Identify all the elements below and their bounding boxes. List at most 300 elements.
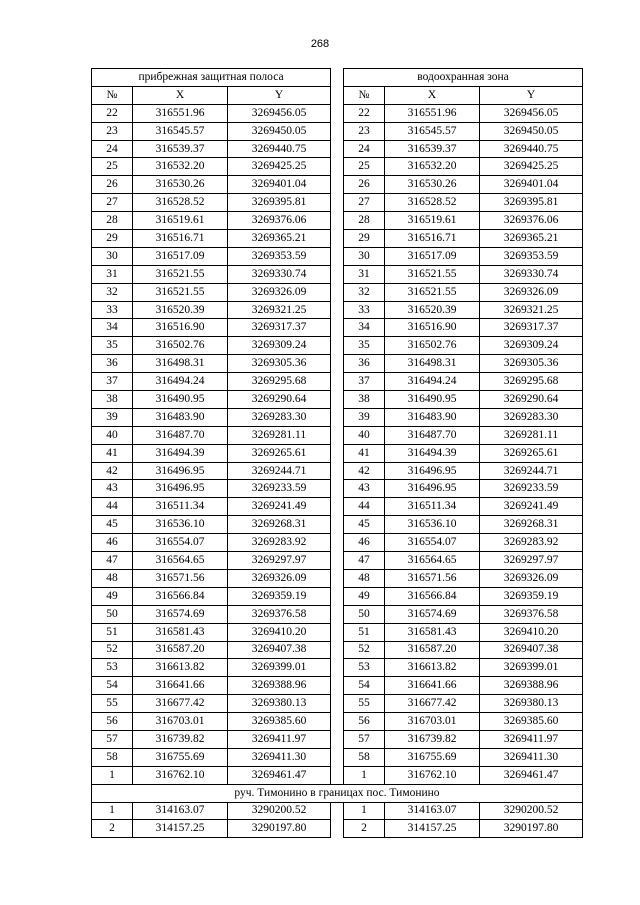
table-row: [92, 552, 583, 570]
point-number: 35: [344, 337, 385, 355]
y-coordinate: 3269407.38: [228, 641, 331, 659]
column-gap: [331, 86, 344, 104]
point-number: 52: [92, 641, 133, 659]
y-coordinate: 3290200.52: [228, 802, 331, 820]
point-number: 50: [92, 605, 133, 623]
table-row: [92, 408, 583, 426]
point-number: 57: [92, 730, 133, 748]
y-coordinate: 3269388.96: [228, 677, 331, 695]
y-coordinate: 3269385.60: [480, 713, 583, 731]
x-coordinate: 316755.69: [133, 748, 228, 766]
column-gap: [331, 373, 344, 391]
table-row: [92, 677, 583, 695]
y-coordinate: 3269317.37: [228, 319, 331, 337]
y-coordinate: 3269410.20: [228, 623, 331, 641]
y-coordinate: 3269326.09: [228, 569, 331, 587]
y-coordinate: 3269268.31: [480, 516, 583, 534]
y-coordinate: 3269241.49: [228, 498, 331, 516]
x-coordinate: 316494.24: [133, 373, 228, 391]
x-coordinate: 316564.65: [133, 552, 228, 570]
x-coordinate: 316496.95: [385, 462, 480, 480]
x-coordinate: 316739.82: [385, 730, 480, 748]
x-coordinate: 316545.57: [133, 122, 228, 140]
x-header: X: [385, 86, 480, 104]
column-gap: [331, 230, 344, 248]
point-number: 38: [344, 391, 385, 409]
point-number: 47: [92, 552, 133, 570]
point-number: 1: [344, 802, 385, 820]
column-gap: [331, 659, 344, 677]
table-row: [92, 695, 583, 713]
x-coordinate: 316641.66: [133, 677, 228, 695]
column-gap: [331, 355, 344, 373]
table-row: [92, 176, 583, 194]
y-coordinate: 3269297.97: [480, 552, 583, 570]
point-number: 41: [92, 444, 133, 462]
y-coordinate: 3269321.25: [228, 301, 331, 319]
point-number: 40: [92, 426, 133, 444]
point-number: 40: [344, 426, 385, 444]
point-number: 1: [92, 766, 133, 784]
y-coordinate: 3269244.71: [228, 462, 331, 480]
point-number: 44: [344, 498, 385, 516]
column-gap: [331, 677, 344, 695]
x-coordinate: 316517.09: [385, 247, 480, 265]
x-coordinate: 316581.43: [133, 623, 228, 641]
column-gap: [331, 569, 344, 587]
y-coordinate: 3269290.64: [480, 391, 583, 409]
y-coordinate: 3269425.25: [480, 158, 583, 176]
table-row: [92, 516, 583, 534]
y-coordinate: 3269281.11: [480, 426, 583, 444]
y-coordinate: 3269401.04: [228, 176, 331, 194]
point-number: 58: [344, 748, 385, 766]
x-coordinate: 314157.25: [385, 820, 480, 838]
point-number: 44: [92, 498, 133, 516]
y-coordinate: 3269326.09: [480, 283, 583, 301]
table-row: [92, 283, 583, 301]
y-coordinate: 3269317.37: [480, 319, 583, 337]
y-coordinate: 3269283.92: [228, 534, 331, 552]
point-number: 31: [92, 265, 133, 283]
y-coordinate: 3269365.21: [228, 230, 331, 248]
y-coordinate: 3269456.05: [228, 104, 331, 122]
x-coordinate: 316587.20: [133, 641, 228, 659]
point-number: 51: [92, 623, 133, 641]
table-row: [92, 534, 583, 552]
column-gap: [331, 122, 344, 140]
point-number: 34: [92, 319, 133, 337]
point-number: 49: [344, 587, 385, 605]
y-coordinate: 3269461.47: [228, 766, 331, 784]
point-number: 25: [92, 158, 133, 176]
y-coordinate: 3269353.59: [480, 247, 583, 265]
y-coordinate: 3269385.60: [228, 713, 331, 731]
table-row: [92, 766, 583, 784]
column-gap: [331, 301, 344, 319]
y-coordinate: 3269376.06: [228, 212, 331, 230]
point-number: 33: [344, 301, 385, 319]
point-number: 53: [92, 659, 133, 677]
column-gap: [331, 766, 344, 784]
column-gap: [331, 480, 344, 498]
y-coordinate: 3269410.20: [480, 623, 583, 641]
y-coordinate: 3269395.81: [480, 194, 583, 212]
x-coordinate: 316641.66: [385, 677, 480, 695]
column-gap: [331, 641, 344, 659]
point-number: 45: [344, 516, 385, 534]
left-section-title: прибрежная защитная полоса: [92, 69, 331, 87]
point-number: 2: [92, 820, 133, 838]
x-coordinate: 316554.07: [385, 534, 480, 552]
table-row: [92, 820, 583, 838]
y-coordinate: 3269326.09: [228, 283, 331, 301]
point-number: 54: [92, 677, 133, 695]
point-number: 32: [344, 283, 385, 301]
column-gap: [331, 69, 344, 87]
x-coordinate: 316520.39: [385, 301, 480, 319]
column-gap: [331, 534, 344, 552]
y-coordinate: 3269411.30: [228, 748, 331, 766]
x-coordinate: 316502.76: [133, 337, 228, 355]
column-gap: [331, 462, 344, 480]
y-coordinate: 3269399.01: [228, 659, 331, 677]
y-coordinate: 3269380.13: [480, 695, 583, 713]
table-row: [92, 462, 583, 480]
y-coordinate: 3269388.96: [480, 677, 583, 695]
y-coordinate: 3269305.36: [480, 355, 583, 373]
point-number: 28: [92, 212, 133, 230]
table-row: [92, 569, 583, 587]
table-row: [92, 140, 583, 158]
column-gap: [331, 748, 344, 766]
point-number: 58: [92, 748, 133, 766]
y-coordinate: 3269376.58: [228, 605, 331, 623]
x-coordinate: 316519.61: [133, 212, 228, 230]
x-coordinate: 316498.31: [133, 355, 228, 373]
point-number: 46: [344, 534, 385, 552]
column-gap: [331, 587, 344, 605]
x-coordinate: 316762.10: [385, 766, 480, 784]
x-coordinate: 316571.56: [133, 569, 228, 587]
point-number: 52: [344, 641, 385, 659]
table-row: [92, 480, 583, 498]
x-coordinate: 316587.20: [385, 641, 480, 659]
x-coordinate: 316613.82: [385, 659, 480, 677]
y-coordinate: 3269353.59: [228, 247, 331, 265]
x-coordinate: 316511.34: [133, 498, 228, 516]
column-gap: [331, 319, 344, 337]
x-coordinate: 316530.26: [133, 176, 228, 194]
x-coordinate: 316516.90: [385, 319, 480, 337]
y-coordinate: 3269265.61: [228, 444, 331, 462]
x-coordinate: 316554.07: [133, 534, 228, 552]
y-coordinate: 3290197.80: [228, 820, 331, 838]
table-row: [92, 158, 583, 176]
point-number: 31: [344, 265, 385, 283]
y-coordinate: 3269233.59: [480, 480, 583, 498]
column-gap: [331, 158, 344, 176]
table-header-row: [92, 86, 583, 104]
x-coordinate: 316574.69: [385, 605, 480, 623]
column-gap: [331, 695, 344, 713]
table-row: [92, 247, 583, 265]
y-coordinate: 3269241.49: [480, 498, 583, 516]
table-row: [92, 230, 583, 248]
x-coordinate: 316551.96: [385, 104, 480, 122]
point-number: 23: [92, 122, 133, 140]
y-coordinate: 3269425.25: [228, 158, 331, 176]
point-number: 57: [344, 730, 385, 748]
x-coordinate: 316739.82: [133, 730, 228, 748]
point-number: 46: [92, 534, 133, 552]
y-coordinate: 3269281.11: [228, 426, 331, 444]
x-coordinate: 316521.55: [385, 283, 480, 301]
y-coordinate: 3269411.97: [480, 730, 583, 748]
x-coordinate: 316536.10: [385, 516, 480, 534]
point-number: 43: [92, 480, 133, 498]
table-row: [92, 337, 583, 355]
point-number: 33: [92, 301, 133, 319]
x-coordinate: 316516.90: [133, 319, 228, 337]
x-coordinate: 316521.55: [133, 283, 228, 301]
y-coordinate: 3269283.30: [228, 408, 331, 426]
x-coordinate: 316581.43: [385, 623, 480, 641]
x-coordinate: 316755.69: [385, 748, 480, 766]
y-coordinate: 3269297.97: [228, 552, 331, 570]
y-coordinate: 3269450.05: [228, 122, 331, 140]
y-coordinate: 3269376.06: [480, 212, 583, 230]
y-coordinate: 3269309.24: [480, 337, 583, 355]
point-number: 22: [92, 104, 133, 122]
x-coordinate: 316574.69: [133, 605, 228, 623]
point-number: 38: [92, 391, 133, 409]
point-number: 36: [344, 355, 385, 373]
x-coordinate: 316483.90: [385, 408, 480, 426]
point-number: 39: [92, 408, 133, 426]
y-coordinate: 3269359.19: [228, 587, 331, 605]
column-gap: [331, 730, 344, 748]
x-coordinate: 316517.09: [133, 247, 228, 265]
x-coordinate: 316496.95: [385, 480, 480, 498]
y-coordinate: 3269380.13: [228, 695, 331, 713]
point-number: 50: [344, 605, 385, 623]
y-coordinate: 3269461.47: [480, 766, 583, 784]
x-coordinate: 316496.95: [133, 462, 228, 480]
point-number: 30: [344, 247, 385, 265]
point-number: 26: [344, 176, 385, 194]
point-number: 47: [344, 552, 385, 570]
x-coordinate: 316539.37: [133, 140, 228, 158]
point-number: 42: [344, 462, 385, 480]
column-gap: [331, 498, 344, 516]
table-row: [92, 212, 583, 230]
y-header: Y: [480, 86, 583, 104]
table-row: [92, 730, 583, 748]
y-coordinate: 3290200.52: [480, 802, 583, 820]
x-coordinate: 316496.95: [133, 480, 228, 498]
x-coordinate: 316487.70: [385, 426, 480, 444]
x-coordinate: 316677.42: [385, 695, 480, 713]
point-number: 37: [344, 373, 385, 391]
x-coordinate: 316487.70: [133, 426, 228, 444]
point-number: 26: [92, 176, 133, 194]
point-number: 37: [92, 373, 133, 391]
section-title-row: [92, 784, 583, 802]
number-header: №: [92, 86, 133, 104]
point-number: 22: [344, 104, 385, 122]
x-coordinate: 316494.39: [133, 444, 228, 462]
column-gap: [331, 802, 344, 820]
section-title: руч. Тимонино в границах пос. Тимонино: [92, 784, 583, 802]
column-gap: [331, 516, 344, 534]
table-row: [92, 748, 583, 766]
x-coordinate: 316762.10: [133, 766, 228, 784]
point-number: 51: [344, 623, 385, 641]
table-row: [92, 122, 583, 140]
point-number: 23: [344, 122, 385, 140]
x-coordinate: 316703.01: [385, 713, 480, 731]
point-number: 36: [92, 355, 133, 373]
point-number: 55: [344, 695, 385, 713]
y-coordinate: 3269283.92: [480, 534, 583, 552]
column-gap: [331, 444, 344, 462]
point-number: 55: [92, 695, 133, 713]
column-gap: [331, 605, 344, 623]
x-coordinate: 316571.56: [385, 569, 480, 587]
point-number: 24: [92, 140, 133, 158]
point-number: 39: [344, 408, 385, 426]
y-coordinate: 3269359.19: [480, 587, 583, 605]
point-number: 29: [344, 230, 385, 248]
table-title-row: [92, 69, 583, 87]
column-gap: [331, 247, 344, 265]
point-number: 30: [92, 247, 133, 265]
column-gap: [331, 265, 344, 283]
point-number: 25: [344, 158, 385, 176]
x-coordinate: 316703.01: [133, 713, 228, 731]
point-number: 2: [344, 820, 385, 838]
point-number: 48: [344, 569, 385, 587]
table-row: [92, 319, 583, 337]
y-coordinate: 3269244.71: [480, 462, 583, 480]
column-gap: [331, 408, 344, 426]
point-number: 32: [92, 283, 133, 301]
table-row: [92, 301, 583, 319]
point-number: 56: [92, 713, 133, 731]
table-row: [92, 373, 583, 391]
y-coordinate: 3269440.75: [480, 140, 583, 158]
point-number: 28: [344, 212, 385, 230]
y-coordinate: 3269321.25: [480, 301, 583, 319]
y-coordinate: 3269265.61: [480, 444, 583, 462]
x-coordinate: 316483.90: [133, 408, 228, 426]
column-gap: [331, 391, 344, 409]
column-gap: [331, 426, 344, 444]
column-gap: [331, 713, 344, 731]
column-gap: [331, 140, 344, 158]
y-coordinate: 3290197.80: [480, 820, 583, 838]
point-number: 53: [344, 659, 385, 677]
y-coordinate: 3269330.74: [228, 265, 331, 283]
x-coordinate: 316539.37: [385, 140, 480, 158]
x-coordinate: 314157.25: [133, 820, 228, 838]
x-coordinate: 316545.57: [385, 122, 480, 140]
x-coordinate: 314163.07: [133, 802, 228, 820]
table-row: [92, 623, 583, 641]
table-row: [92, 444, 583, 462]
column-gap: [331, 194, 344, 212]
x-coordinate: 316521.55: [133, 265, 228, 283]
x-coordinate: 316520.39: [133, 301, 228, 319]
x-coordinate: 316490.95: [385, 391, 480, 409]
table-row: [92, 355, 583, 373]
x-coordinate: 316528.52: [385, 194, 480, 212]
point-number: 56: [344, 713, 385, 731]
page-number: 268: [310, 38, 330, 50]
column-gap: [331, 623, 344, 641]
point-number: 27: [92, 194, 133, 212]
point-number: 42: [92, 462, 133, 480]
y-coordinate: 3269450.05: [480, 122, 583, 140]
point-number: 29: [92, 230, 133, 248]
column-gap: [331, 176, 344, 194]
point-number: 49: [92, 587, 133, 605]
x-coordinate: 314163.07: [385, 802, 480, 820]
x-coordinate: 316494.39: [385, 444, 480, 462]
y-coordinate: 3269268.31: [228, 516, 331, 534]
table-row: [92, 659, 583, 677]
point-number: 54: [344, 677, 385, 695]
table-row: [92, 498, 583, 516]
y-coordinate: 3269456.05: [480, 104, 583, 122]
x-coordinate: 316551.96: [133, 104, 228, 122]
x-coordinate: 316613.82: [133, 659, 228, 677]
point-number: 34: [344, 319, 385, 337]
x-coordinate: 316511.34: [385, 498, 480, 516]
point-number: 41: [344, 444, 385, 462]
y-coordinate: 3269305.36: [228, 355, 331, 373]
table-row: [92, 605, 583, 623]
table-row: [92, 265, 583, 283]
point-number: 43: [344, 480, 385, 498]
x-coordinate: 316502.76: [385, 337, 480, 355]
point-number: 24: [344, 140, 385, 158]
x-coordinate: 316536.10: [133, 516, 228, 534]
y-coordinate: 3269440.75: [228, 140, 331, 158]
y-coordinate: 3269376.58: [480, 605, 583, 623]
column-gap: [331, 552, 344, 570]
y-coordinate: 3269401.04: [480, 176, 583, 194]
y-coordinate: 3269330.74: [480, 265, 583, 283]
column-gap: [331, 283, 344, 301]
x-coordinate: 316528.52: [133, 194, 228, 212]
y-coordinate: 3269295.68: [228, 373, 331, 391]
table-row: [92, 641, 583, 659]
y-coordinate: 3269295.68: [480, 373, 583, 391]
table-row: [92, 194, 583, 212]
table-row: [92, 426, 583, 444]
x-coordinate: 316530.26: [385, 176, 480, 194]
x-coordinate: 316516.71: [385, 230, 480, 248]
y-header: Y: [228, 86, 331, 104]
column-gap: [331, 212, 344, 230]
table-row: [92, 104, 583, 122]
y-coordinate: 3269283.30: [480, 408, 583, 426]
table-row: [92, 713, 583, 731]
column-gap: [331, 820, 344, 838]
coordinates-table: [91, 68, 583, 838]
